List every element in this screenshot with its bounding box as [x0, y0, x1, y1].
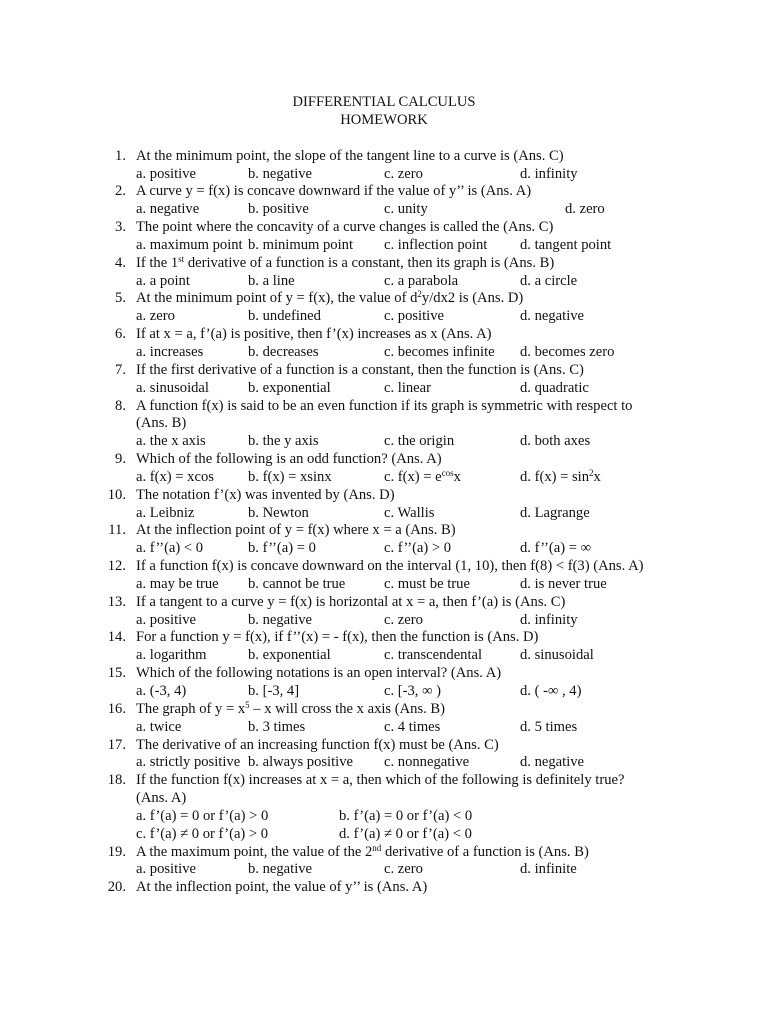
question-text: The graph of $y = x^5 - x$ will cross the x axis (Ans. B): [136, 699, 446, 717]
superscript: cos: [441, 467, 454, 478]
answer-choice: c. 4 times: [384, 718, 441, 735]
question-stem: [0, 772, 768, 808]
question-text: At the minimum point of y = f(x), the value of $d^2y/dx2$ is (Ans. D): [136, 289, 524, 307]
choices-row: [0, 308, 768, 326]
answer-choice: d. infinity: [520, 611, 578, 628]
answer-choice: d. f’(a) ≠ 0 or f’(a) < 0: [339, 825, 472, 842]
question-item: [0, 701, 768, 737]
choices-row: [0, 540, 768, 558]
choices-row: [0, 237, 768, 255]
question-text: If a function f(x) is concave downward on the interval (1, 10), then f(8) < f(3) (Ans. A): [136, 558, 644, 575]
question-item: [0, 255, 768, 291]
answer-choice: d. negative: [520, 754, 585, 771]
question-text: At the inflection point, the value of y’’ is (Ans. A): [136, 879, 428, 896]
question-item: [0, 362, 768, 398]
question-item: [0, 594, 768, 630]
answer-choice: d. quadratic: [520, 379, 589, 396]
answer-choice: b. always positive: [248, 754, 353, 771]
answer-choice: b. undefined: [248, 308, 321, 325]
answer-choice: b. decreases: [248, 343, 319, 360]
question-number: 1.: [115, 147, 126, 164]
question-number: 14.: [107, 629, 126, 646]
question-stem: [0, 844, 768, 862]
choices-row: [0, 273, 768, 291]
answer-choice: b. [-3, 4]: [248, 683, 300, 699]
answer-choice: a. positive: [136, 165, 196, 182]
question-number: 20.: [107, 879, 126, 896]
choices-row: [0, 647, 768, 665]
question-text: The derivative of an increasing function f(x) must be (Ans. C): [136, 736, 499, 753]
answer-choice: c. positive: [384, 308, 444, 325]
question-number: 5.: [115, 290, 126, 307]
answer-choice: d. becomes zero: [520, 343, 615, 360]
answer-choice: c. Wallis: [384, 504, 435, 521]
answer-choice: a. negative: [136, 201, 200, 218]
superscript: nd: [372, 842, 382, 853]
question-stem: [0, 451, 768, 469]
answer-choice: d. negative: [520, 308, 585, 325]
answer-choice: c. linear: [384, 379, 431, 396]
answer-choice: a. a point: [136, 272, 190, 289]
answer-choice: c. zero: [384, 165, 423, 182]
question-text: If at x = a, f’(a) is positive, then f’(x) increases as x (Ans. A): [136, 326, 492, 343]
question-stem: [0, 737, 768, 755]
question-item: [0, 629, 768, 665]
question-number: 19.: [107, 843, 126, 860]
answer-choice: d. both axes: [520, 433, 591, 450]
question-number: 2.: [115, 183, 126, 200]
question-text: The point where the concavity of a curve changes is called the (Ans. C): [136, 219, 554, 236]
question-text: A curve y = f(x) is concave downward if the value of y’’ is (Ans. A): [136, 183, 532, 200]
answer-choice: c. the origin: [384, 433, 455, 450]
question-number: 11.: [108, 522, 126, 539]
answer-choice: b. exponential: [248, 379, 331, 396]
document-subtitle: HOMEWORK: [340, 111, 428, 128]
question-stem: [0, 219, 768, 237]
question-number: 3.: [115, 219, 126, 236]
answer-choice: d. sinusoidal: [520, 647, 594, 664]
question-stem: [0, 148, 768, 166]
answer-choice: c. [-3, ∞ ): [384, 683, 441, 699]
answer-choice: b. exponential: [248, 647, 331, 664]
question-stem: [0, 326, 768, 344]
choices-row: [0, 719, 768, 737]
answer-choice: c. becomes infinite: [384, 343, 495, 360]
answer-choice: d. Lagrange: [520, 504, 590, 521]
superscript: 5: [245, 699, 250, 710]
question-stem: [0, 487, 768, 505]
choices-row: [0, 344, 768, 362]
question-stem: [0, 522, 768, 540]
answer-choice: a. maximum point: [136, 236, 243, 253]
answer-choice: a. sinusoidal: [136, 379, 209, 396]
choices-row: [0, 469, 768, 487]
answer-choice: a. f’’(a) < 0: [136, 540, 204, 557]
question-number: 4.: [115, 254, 126, 271]
question-item: [0, 326, 768, 362]
question-number: 13.: [107, 593, 126, 610]
answer-choice: d. 5 times: [520, 718, 578, 735]
answer-choice: a. (-3, 4): [136, 683, 187, 699]
choices-row: [0, 861, 768, 879]
question-text: Which of the following notations is an open interval? (Ans. A): [136, 665, 502, 682]
answer-choice: b. minimum point: [248, 236, 353, 253]
question-item: [0, 522, 768, 558]
question-item: [0, 737, 768, 773]
question-text: Which of the following is an odd function? (Ans. A): [136, 451, 442, 468]
superscript: 2: [417, 289, 422, 300]
answer-choice: c. zero: [384, 611, 423, 628]
answer-choice: b. negative: [248, 611, 313, 628]
answer-choice: d. zero: [565, 201, 605, 218]
homework-sheet: [0, 94, 768, 897]
answer-choice: a. increases: [136, 343, 204, 360]
question-number: 17.: [107, 736, 126, 753]
question-item: [0, 148, 768, 184]
answer-choice: d. infinite: [520, 861, 577, 878]
question-stem: [0, 558, 768, 576]
question-number: 9.: [115, 451, 126, 468]
answer-choice: d. is never true: [520, 575, 607, 592]
question-number: 15.: [107, 665, 126, 682]
title-block: [0, 94, 768, 130]
choices-row: [0, 201, 768, 219]
answer-choice: b. cannot be true: [248, 575, 346, 592]
answer-choice: c. zero: [384, 861, 423, 878]
question-number: 7.: [115, 361, 126, 378]
answer-choice: a. strictly positive: [136, 754, 241, 771]
answer-choice: d. ( -∞ , 4): [520, 683, 582, 699]
answer-choice: b. the y axis: [248, 433, 319, 450]
question-text: For a function y = f(x), if f’’(x) = - f(x), then the function is (Ans. D): [136, 629, 539, 646]
answer-choice: b. positive: [248, 201, 309, 218]
answer-choice: d. infinity: [520, 165, 578, 182]
answer-choice: b. negative: [248, 861, 313, 878]
question-stem: [0, 183, 768, 201]
question-number: 8.: [115, 397, 126, 414]
document-title: DIFFERENTIAL CALCULUS: [292, 94, 476, 110]
answer-choice: c. transcendental: [384, 647, 483, 664]
question-item: [0, 183, 768, 219]
question-number: 16.: [107, 700, 126, 717]
question-stem: [0, 398, 768, 434]
question-text: At the inflection point of y = f(x) where x = a (Ans. B): [136, 522, 456, 539]
answer-choice: a. positive: [136, 861, 196, 878]
choices-row: [0, 754, 768, 772]
choices-row: [0, 826, 768, 844]
answer-choice: a. f(x) = xcos: [136, 468, 214, 485]
question-text: If the 1st derivative of a function is a constant, then its graph is (Ans. B): [136, 253, 555, 271]
answer-choice: c. nonnegative: [384, 754, 470, 771]
answer-choice: c. f’(a) ≠ 0 or f’(a) > 0: [136, 825, 269, 842]
question-stem: [0, 879, 768, 897]
question-text: If the function f(x) increases at x = a, then which of the following is definitely true? (Ans. A): [136, 772, 625, 807]
choices-row: [0, 808, 768, 826]
question-number: 10.: [107, 486, 126, 503]
question-item: [0, 844, 768, 880]
answer-choice: b. a line: [248, 272, 295, 289]
answer-choice: b. f’’(a) = 0: [248, 540, 316, 557]
question-stem: [0, 629, 768, 647]
question-item: [0, 451, 768, 487]
choices-row: [0, 576, 768, 594]
question-text: If a tangent to a curve y = f(x) is horizontal at x = a, then f’(a) is (Ans. C): [136, 593, 566, 610]
question-item: [0, 290, 768, 326]
answer-choice: c. inflection point: [384, 236, 488, 253]
answer-choice: a. positive: [136, 611, 196, 628]
question-text: A function f(x) is said to be an even function if its graph is symmetric with respect to (Ans. B): [136, 397, 633, 432]
answer-choice: d. tangent point: [520, 236, 612, 253]
question-text: A the maximum point, the value of the 2nd derivative of a function is (Ans. B): [136, 842, 589, 860]
answer-choice: b. Newton: [248, 504, 309, 521]
answer-choice: b. 3 times: [248, 718, 306, 735]
question-stem: [0, 362, 768, 380]
question-item: [0, 772, 768, 843]
choices-row: [0, 612, 768, 630]
answer-choice: a. f’(a) = 0 or f’(a) > 0: [136, 807, 269, 824]
answer-choice: a. may be true: [136, 575, 219, 592]
superscript: st: [178, 253, 185, 264]
choices-row: [0, 505, 768, 523]
question-number: 6.: [115, 326, 126, 343]
answer-choice: b. f’(a) = 0 or f’(a) < 0: [339, 807, 473, 824]
question-text: If the first derivative of a function is a constant, then the function is (Ans. C): [136, 361, 584, 378]
question-item: [0, 665, 768, 701]
question-item: [0, 558, 768, 594]
answer-choice: a. the x axis: [136, 433, 206, 450]
answer-choice: b. negative: [248, 165, 313, 182]
question-number: 18.: [107, 772, 126, 789]
answer-choice: c. must be true: [384, 575, 470, 592]
answer-choice: b. f(x) = xsinx: [248, 468, 332, 485]
answer-choice: a. logarithm: [136, 647, 207, 664]
choices-row: [0, 683, 768, 701]
question-stem: [0, 701, 768, 719]
superscript: 2: [589, 467, 594, 478]
question-text: At the minimum point, the slope of the tangent line to a curve is (Ans. C): [136, 147, 564, 164]
question-item: [0, 398, 768, 452]
answer-choice: c. f’’(a) > 0: [384, 540, 452, 557]
answer-choice: c. unity: [384, 201, 428, 218]
question-number: 12.: [107, 558, 126, 575]
choices-row: [0, 166, 768, 184]
question-text: The notation f’(x) was invented by (Ans. D): [136, 486, 395, 503]
question-list: [0, 148, 768, 897]
question-stem: [0, 665, 768, 683]
question-stem: [0, 255, 768, 273]
question-item: [0, 219, 768, 255]
answer-choice: d. f’’(a) = ∞: [520, 540, 592, 557]
answer-choice: d. $f(x) = \sin^2x$: [520, 467, 601, 485]
answer-choice: a. zero: [136, 308, 175, 325]
question-stem: [0, 594, 768, 612]
answer-choice: d. a circle: [520, 272, 578, 289]
question-stem: [0, 290, 768, 308]
answer-choice: c. $f(x) = e^{cos}x$: [384, 467, 461, 485]
question-item: [0, 879, 768, 897]
choices-row: [0, 433, 768, 451]
answer-choice: c. a parabola: [384, 272, 459, 289]
question-item: [0, 487, 768, 523]
answer-choice: a. twice: [136, 718, 182, 735]
answer-choice: a. Leibniz: [136, 504, 195, 521]
choices-row: [0, 380, 768, 398]
